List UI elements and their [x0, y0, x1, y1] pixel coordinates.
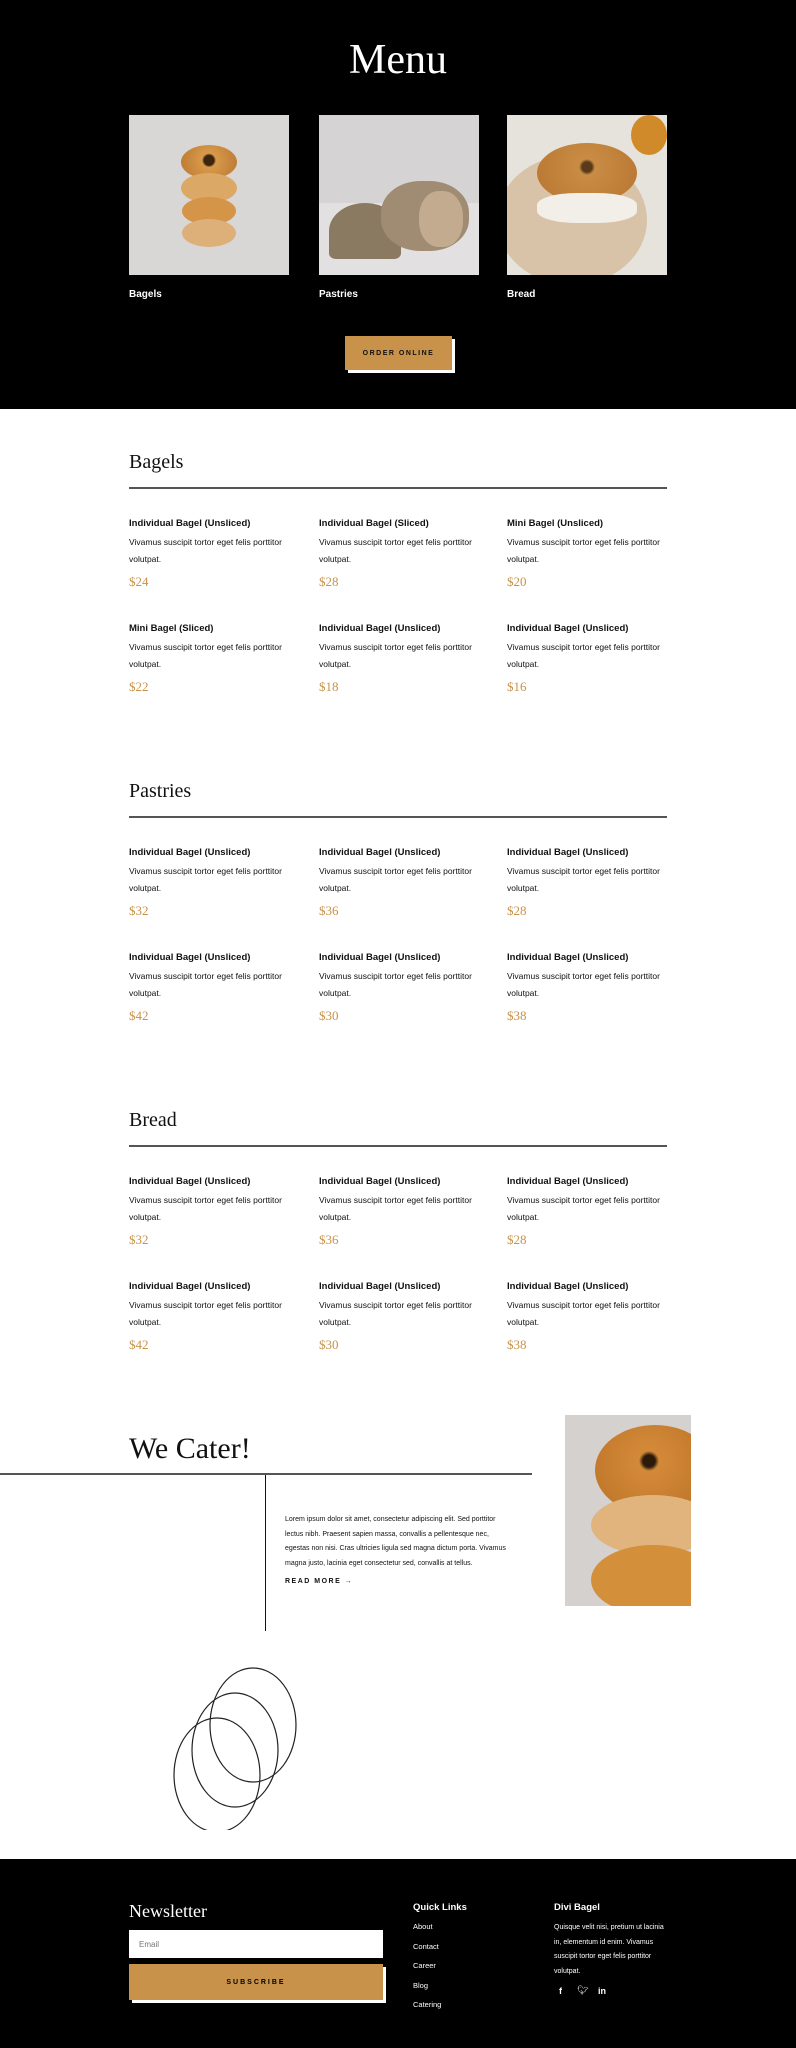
- item-description: Vivamus suscipit tortor eget felis porttitor volutpat.: [129, 642, 282, 669]
- item-description: Vivamus suscipit tortor eget felis porttitor volutpat.: [507, 537, 660, 564]
- item-price: $36: [319, 1232, 339, 1247]
- item-description: Vivamus suscipit tortor eget felis porttitor volutpat.: [319, 1300, 472, 1327]
- section-title: Pastries: [129, 780, 192, 802]
- menu-item: [507, 847, 677, 919]
- pastries-image[interactable]: [319, 115, 479, 275]
- newsletter-title: Newsletter: [129, 1901, 207, 1921]
- item-name: Individual Bagel (Unsliced): [129, 952, 251, 963]
- item-name: Individual Bagel (Unsliced): [129, 1281, 251, 1292]
- menu-item: [129, 1281, 299, 1353]
- item-price: $36: [319, 903, 339, 918]
- item-price: $16: [507, 679, 527, 694]
- menu-item: [319, 952, 489, 1024]
- footer-link-catering[interactable]: Catering: [413, 2000, 442, 2009]
- item-description: Vivamus suscipit tortor eget felis porttitor volutpat.: [319, 537, 472, 564]
- item-name: Individual Bagel (Unsliced): [129, 1176, 251, 1187]
- menu-item: [319, 1281, 489, 1353]
- item-price: $30: [319, 1008, 339, 1023]
- brand-text: Quisque velit nisi, pretium ut lacinia in, elementum id enim. Vivamus suscipit tortor eget felis porttitor volutpat.: [554, 1924, 664, 1975]
- cater-image: [565, 1415, 691, 1606]
- menu-item: [507, 518, 677, 590]
- item-description: Vivamus suscipit tortor eget felis porttitor volutpat.: [507, 1300, 660, 1327]
- item-name: Individual Bagel (Unsliced): [129, 518, 251, 529]
- linkedin-icon[interactable]: in: [598, 1986, 606, 1996]
- item-name: Individual Bagel (Unsliced): [507, 623, 629, 634]
- item-name: Mini Bagel (Sliced): [129, 623, 214, 634]
- footer-link-contact[interactable]: Contact: [413, 1942, 439, 1951]
- item-price: $38: [507, 1008, 527, 1023]
- item-description: Vivamus suscipit tortor eget felis porttitor volutpat.: [129, 971, 282, 998]
- section-divider: [129, 487, 667, 489]
- item-description: Vivamus suscipit tortor eget felis porttitor volutpat.: [507, 1195, 660, 1222]
- subscribe-button[interactable]: SUBSCRIBE: [129, 1964, 383, 2000]
- menu-item: [319, 623, 489, 695]
- bread-image[interactable]: [507, 115, 667, 275]
- item-name: Individual Bagel (Unsliced): [319, 847, 441, 858]
- item-name: Individual Bagel (Unsliced): [319, 1281, 441, 1292]
- bagels-image[interactable]: [129, 115, 289, 275]
- item-price: $28: [507, 1232, 527, 1247]
- facebook-icon[interactable]: f: [559, 1986, 562, 1996]
- page-title: Menu: [349, 37, 447, 83]
- item-name: Individual Bagel (Unsliced): [319, 952, 441, 963]
- cater-title: We Cater!: [129, 1432, 251, 1465]
- section-title: Bread: [129, 1109, 177, 1131]
- menu-item: [319, 1176, 489, 1248]
- item-description: Vivamus suscipit tortor eget felis porttitor volutpat.: [129, 1195, 282, 1222]
- footer: [0, 1859, 796, 2048]
- brand-title: Divi Bagel: [554, 1902, 600, 1913]
- section-divider: [129, 1145, 667, 1147]
- twitter-icon[interactable]: 🐦︎: [577, 1985, 589, 1995]
- menu-item: [319, 518, 489, 590]
- divider: [265, 1475, 266, 1631]
- quick-links-title: Quick Links: [413, 1902, 467, 1913]
- read-more-link[interactable]: READ MORE →: [285, 1578, 354, 1585]
- item-description: Vivamus suscipit tortor eget felis porttitor volutpat.: [319, 971, 472, 998]
- item-price: $32: [129, 903, 149, 918]
- item-description: Vivamus suscipit tortor eget felis porttitor volutpat.: [507, 971, 660, 998]
- item-name: Individual Bagel (Unsliced): [319, 1176, 441, 1187]
- item-name: Individual Bagel (Unsliced): [507, 847, 629, 858]
- menu-item: [507, 1281, 677, 1353]
- hero-section: [0, 0, 796, 409]
- email-input[interactable]: [129, 1930, 383, 1958]
- menu-item: [129, 952, 299, 1024]
- item-price: $30: [319, 1337, 339, 1352]
- item-description: Vivamus suscipit tortor eget felis porttitor volutpat.: [319, 1195, 472, 1222]
- item-price: $20: [507, 574, 527, 589]
- item-price: $18: [319, 679, 339, 694]
- item-description: Vivamus suscipit tortor eget felis porttitor volutpat.: [507, 866, 660, 893]
- category-label[interactable]: Bread: [507, 289, 536, 300]
- item-price: $42: [129, 1008, 149, 1023]
- menu-item: [507, 1176, 677, 1248]
- item-price: $22: [129, 679, 149, 694]
- footer-link-about[interactable]: About: [413, 1922, 433, 1931]
- menu-item: [129, 1176, 299, 1248]
- footer-link-blog[interactable]: Blog: [413, 1981, 429, 1990]
- item-name: Mini Bagel (Unsliced): [507, 518, 604, 529]
- item-description: Vivamus suscipit tortor eget felis porttitor volutpat.: [319, 866, 472, 893]
- cater-body: Lorem ipsum dolor sit amet, consectetur adipiscing elit. Sed porttitor lectus nibh. Praesent sapien massa, convallis a pellentesque nec, egestas non nisi. Cras ultricies ligula sed magna dictum porta. Vivamus magna justo, lacinia eget consectetur sed, convallis at tellus.: [285, 1516, 506, 1567]
- menu-item: [319, 847, 489, 919]
- item-description: Vivamus suscipit tortor eget felis porttitor volutpat.: [129, 537, 282, 564]
- decorative-rings: [140, 1660, 320, 1830]
- category-label[interactable]: Bagels: [129, 289, 162, 300]
- item-name: Individual Bagel (Unsliced): [319, 623, 441, 634]
- menu-item: [129, 847, 299, 919]
- item-description: Vivamus suscipit tortor eget felis porttitor volutpat.: [129, 866, 282, 893]
- item-name: Individual Bagel (Sliced): [319, 518, 429, 529]
- item-name: Individual Bagel (Unsliced): [507, 1281, 629, 1292]
- item-description: Vivamus suscipit tortor eget felis porttitor volutpat.: [507, 642, 660, 669]
- divider: [0, 1473, 532, 1475]
- item-price: $28: [319, 574, 339, 589]
- menu-item: [129, 623, 299, 695]
- category-label[interactable]: Pastries: [319, 289, 358, 300]
- section-divider: [129, 816, 667, 818]
- menu-item: [129, 518, 299, 590]
- item-price: $24: [129, 574, 149, 589]
- item-price: $28: [507, 903, 527, 918]
- item-price: $42: [129, 1337, 149, 1352]
- menu-item: [507, 623, 677, 695]
- item-description: Vivamus suscipit tortor eget felis porttitor volutpat.: [129, 1300, 282, 1327]
- item-price: $38: [507, 1337, 527, 1352]
- item-name: Individual Bagel (Unsliced): [507, 952, 629, 963]
- item-name: Individual Bagel (Unsliced): [129, 847, 251, 858]
- item-price: $32: [129, 1232, 149, 1247]
- footer-link-career[interactable]: Career: [413, 1961, 436, 1970]
- item-description: Vivamus suscipit tortor eget felis porttitor volutpat.: [319, 642, 472, 669]
- item-name: Individual Bagel (Unsliced): [507, 1176, 629, 1187]
- menu-item: [507, 952, 677, 1024]
- order-online-button[interactable]: ORDER ONLINE: [345, 336, 452, 370]
- section-title: Bagels: [129, 451, 184, 473]
